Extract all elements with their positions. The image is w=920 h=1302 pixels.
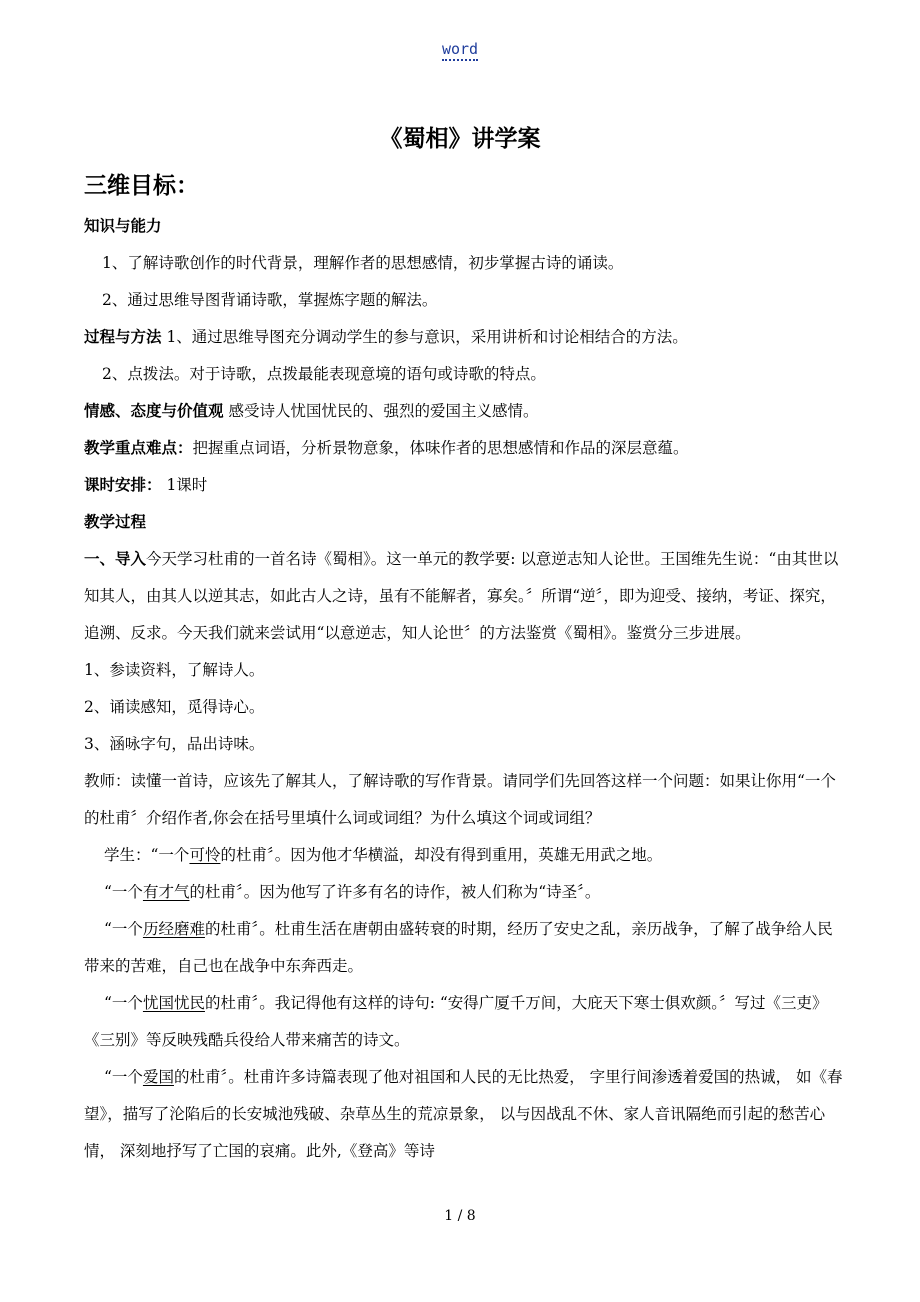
goals-heading: 三维目标： [84, 173, 199, 199]
teaching-process-heading: 教学过程 [84, 513, 147, 531]
student-answer-3-pre: “一个 [104, 920, 143, 938]
step-3: 3、涵咏字句，品出诗味。 [84, 735, 265, 753]
student-answer-5-keyword: 爱国 [142, 1068, 174, 1086]
schedule-text: 1课时 [161, 476, 208, 494]
process-method-paragraph [84, 319, 844, 356]
keypoints-label: 教学重点难点： [84, 439, 193, 457]
student-answer-5 [84, 1059, 844, 1170]
student-answer-3 [84, 911, 844, 985]
document-body [84, 166, 844, 1170]
student-answer-4 [84, 985, 844, 1059]
schedule-label: 课时安排： [84, 476, 162, 494]
intro-paragraph [84, 541, 844, 652]
keypoints-paragraph [84, 430, 844, 467]
process-method-item-2: 2、点拨法。对于诗歌，点拨最能表现意境的语句或诗歌的特点。 [102, 365, 546, 383]
intro-text: 今天学习杜甫的一首名诗《蜀相》。这一单元的教学要: 以意逆志知人论世。王国维先生说：“由其世以知其人，由其人以逆其志，如此古人之诗，虽有不能解者，寡矣。〞所谓“逆〞，即为迎受、接纳，考证、探究，追溯、反求。今天我们就来尝试用“以意逆志，知人论世〞的方法鉴赏《蜀相》。鉴赏分三步进展。 [84, 550, 839, 642]
student-answer-4-keyword: 忧国忧民 [142, 994, 205, 1012]
student-answer-5-pre: “一个 [104, 1068, 143, 1086]
header-word-link[interactable]: word [442, 40, 478, 61]
student-answer-2 [84, 874, 844, 911]
emotion-paragraph [84, 393, 844, 430]
student-answer-3-post: 的杜甫〞。杜甫生活在唐朝由盛转衰的时期，经历了安史之乱，亲历战争，了解了战争给人民带来的苦难，自己也在战争中东奔西走。 [84, 920, 833, 975]
student-answer-1-keyword: 可怜 [189, 846, 221, 864]
teacher-question: 教师：读懂一首诗，应该先了解其人，了解诗歌的写作背景。请同学们先回答这样一个问题：如果让你用“一个的杜甫〞介绍作者,你会在括号里填什么词或词组？为什么填这个词或词组？ [84, 772, 836, 827]
student-answer-5-post: 的杜甫〞。杜甫许多诗篇表现了他对祖国和人民的无比热爱， 字里行间渗透着爱国的热诚， 如《春望》，描写了沦陷后的长安城池残破、杂草丛生的荒凉景象， 以与因战乱不休、家人音讯隔绝而引起的愁苦心情， 深刻地抒写了亡国的哀痛。此外,《登高》等诗 [84, 1068, 843, 1160]
step-1: 1、参读资料，了解诗人。 [84, 661, 265, 679]
student-answer-1 [84, 837, 844, 874]
process-method-item-1: 1、通过思维导图充分调动学生的参与意识，采用讲析和讨论相结合的方法。 [161, 328, 688, 346]
student-answer-3-keyword: 历经磨难 [142, 920, 205, 938]
student-answer-1-pre: 学生：“一个 [104, 846, 190, 864]
intro-label: 一、导入 [84, 550, 147, 568]
student-answer-2-keyword: 有才气 [142, 883, 190, 901]
student-answer-2-post: 的杜甫〞。因为他写了许多有名的诗作，被人们称为“诗圣〞。 [189, 883, 601, 901]
student-answer-4-pre: “一个 [104, 994, 143, 1012]
student-answer-1-post: 的杜甫〞。因为他才华横溢，却没有得到重用，英雄无用武之地。 [220, 846, 663, 864]
schedule-paragraph [84, 467, 844, 504]
emotion-text: 感受诗人忧国忧民的、强烈的爱国主义感情。 [223, 402, 539, 420]
knowledge-heading: 知识与能力 [84, 217, 162, 235]
student-answer-2-pre: “一个 [104, 883, 143, 901]
knowledge-item-2: 2、通过思维导图背诵诗歌，掌握炼字题的解法。 [102, 291, 438, 309]
step-2: 2、诵读感知，觅得诗心。 [84, 698, 265, 716]
page-header [0, 40, 920, 58]
emotion-label: 情感、态度与价值观 [84, 402, 224, 420]
process-method-label: 过程与方法 [84, 328, 162, 346]
page-number: 1 / 8 [444, 1208, 476, 1224]
keypoints-text: 把握重点词语，分析景物意象，体味作者的思想感情和作品的深层意蕴。 [192, 439, 689, 457]
student-answer-4-post: 的杜甫〞。我记得他有这样的诗句: “安得广厦千万间，大庇天下寒士俱欢颜。〞写过《三吏》《三别》等反映残酷兵役给人带来痛苦的诗文。 [84, 994, 828, 1049]
knowledge-item-1: 1、了解诗歌创作的时代背景，理解作者的思想感情，初步掌握古诗的诵读。 [102, 254, 624, 272]
document-title: 《蜀相》讲学案 [379, 126, 541, 152]
